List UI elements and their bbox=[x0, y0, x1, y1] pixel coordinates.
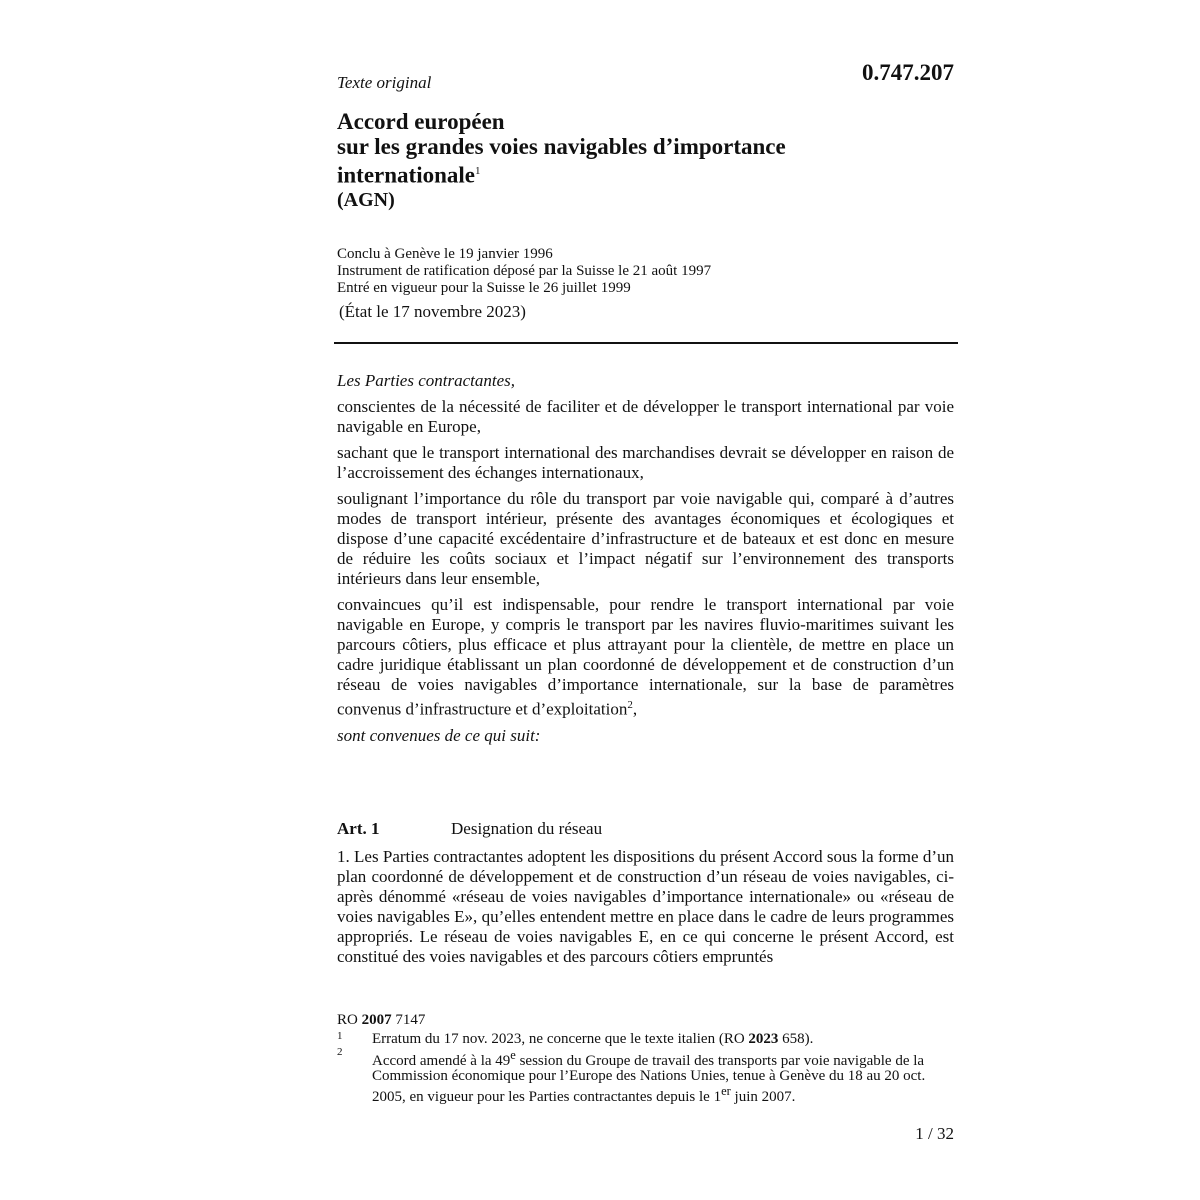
title-line-3-text: internationale bbox=[337, 162, 475, 188]
header-divider bbox=[334, 342, 958, 344]
title-line-3 bbox=[337, 159, 897, 188]
ro-year: 2007 bbox=[361, 1012, 392, 1028]
document-title bbox=[337, 110, 897, 188]
footnote-2-text-c: juin 2007. bbox=[730, 1089, 796, 1105]
article-number: Art. 1 bbox=[337, 819, 380, 838]
concluded-date: Conclu à Genève le 19 janvier 1996 bbox=[337, 246, 553, 262]
footnote-1-year: 2023 bbox=[748, 1031, 779, 1047]
preamble-paragraph-4 bbox=[337, 595, 954, 720]
preamble-paragraph-3: soulignant l’importance du rôle du transport par voie navigable qui, comparé à d’autres modes de transport intérieur, présente des avantages économiques et écologiques et dispose d’une capacité excédentaire d’infrastructure et de bateaux et est donc en mesure de réduire les coûts sociaux et l’impact négatif sur l’environnement des transports intérieurs dans leur ensemble, bbox=[337, 489, 954, 588]
preamble bbox=[337, 371, 954, 752]
ratification-date: Instrument de ratification déposé par la Suisse le 21 août 1997 bbox=[337, 263, 712, 279]
footnote-2 bbox=[337, 1048, 954, 1105]
preamble-footnote-ref[interactable]: 2 bbox=[627, 699, 633, 711]
title-abbreviation: (AGN) bbox=[337, 189, 395, 211]
footnote-2-superscript-1: e bbox=[510, 1048, 516, 1062]
footnote-1-number: 1 bbox=[337, 1030, 343, 1042]
preamble-paragraph-4-text: convaincues qu’il est indispensable, pour rendre le transport international par voie navigable en Europe, y compris le transport par les navires fluvio-maritimes suivant les parcours côtiers, plus efficace et plus attrayant pour la clientèle, de mettre en place un cadre juridique établissant un plan coordonné de développement et de construction d’un réseau de voies navigables d’importance internationale, sur la base de paramètres convenus d’infrastructure et d’exploitation bbox=[337, 595, 954, 719]
title-line-1: Accord européen bbox=[337, 109, 505, 134]
article-title: Designation du réseau bbox=[451, 819, 603, 838]
footnote-1-text-a: Erratum du 17 nov. 2023, ne concerne que le texte italien (RO bbox=[372, 1031, 749, 1047]
preamble-paragraph-1: conscientes de la nécessité de faciliter et de développer le transport international par voie navigable en Europe, bbox=[337, 397, 954, 436]
footnote-2-text-b: session du Groupe de travail des transports par voie navigable de la Commission économique pour l’Europe des Nations Unies, tenue à Genève du 18 au 20 oct. 2005, en vigueur pour les Parties contractantes depuis le 1 bbox=[372, 1053, 926, 1105]
preamble-paragraph-4-end: , bbox=[632, 699, 638, 719]
ro-reference bbox=[337, 1012, 425, 1029]
document-number: 0.747.207 bbox=[862, 60, 954, 85]
title-footnote-ref[interactable]: 1 bbox=[475, 165, 481, 177]
treaty-metadata bbox=[337, 246, 711, 297]
footnote-2-number: 2 bbox=[337, 1046, 343, 1058]
article-1-heading bbox=[337, 819, 602, 839]
ro-prefix: RO bbox=[337, 1012, 358, 1028]
original-text-label: Texte original bbox=[337, 73, 432, 92]
footnote-1 bbox=[337, 1032, 954, 1047]
footnote-1-text bbox=[372, 1032, 954, 1047]
page-indicator: 1 / 32 bbox=[915, 1124, 954, 1143]
footnote-2-text bbox=[372, 1048, 954, 1105]
in-force-date: Entré en vigueur pour la Suisse le 26 juillet 1999 bbox=[337, 280, 631, 296]
footnote-1-text-b: 658). bbox=[778, 1031, 814, 1047]
preamble-intro: Les Parties contractantes, bbox=[337, 371, 516, 390]
preamble-paragraph-2: sachant que le transport international des marchandises devrait se développer en raison de l’accroissement des échanges internationaux, bbox=[337, 443, 954, 482]
article-1-text: 1. Les Parties contractantes adoptent les dispositions du présent Accord sous la forme d’un plan coordonné de développement et de construction d’un réseau de voies navigables, ci-après dénommé «réseau de voies navigables d’importance internationale» ou «réseau de voies navigables E», qu’elles entendent mettre en place dans le cadre de leurs programmes appropriés. Le réseau de voies navigables E, en ce qui concerne le présent Accord, est constitué des voies navigables et des parcours côtiers empruntés bbox=[337, 847, 954, 966]
status-date: (État le 17 novembre 2023) bbox=[339, 302, 526, 321]
title-line-2: sur les grandes voies navigables d’importance bbox=[337, 133, 786, 159]
ro-page: 7147 bbox=[395, 1012, 426, 1028]
footnote-2-superscript-2: er bbox=[721, 1084, 731, 1098]
preamble-closing: sont convenues de ce qui suit: bbox=[337, 725, 541, 745]
footnote-2-text-a: Accord amendé à la 49 bbox=[372, 1053, 511, 1069]
